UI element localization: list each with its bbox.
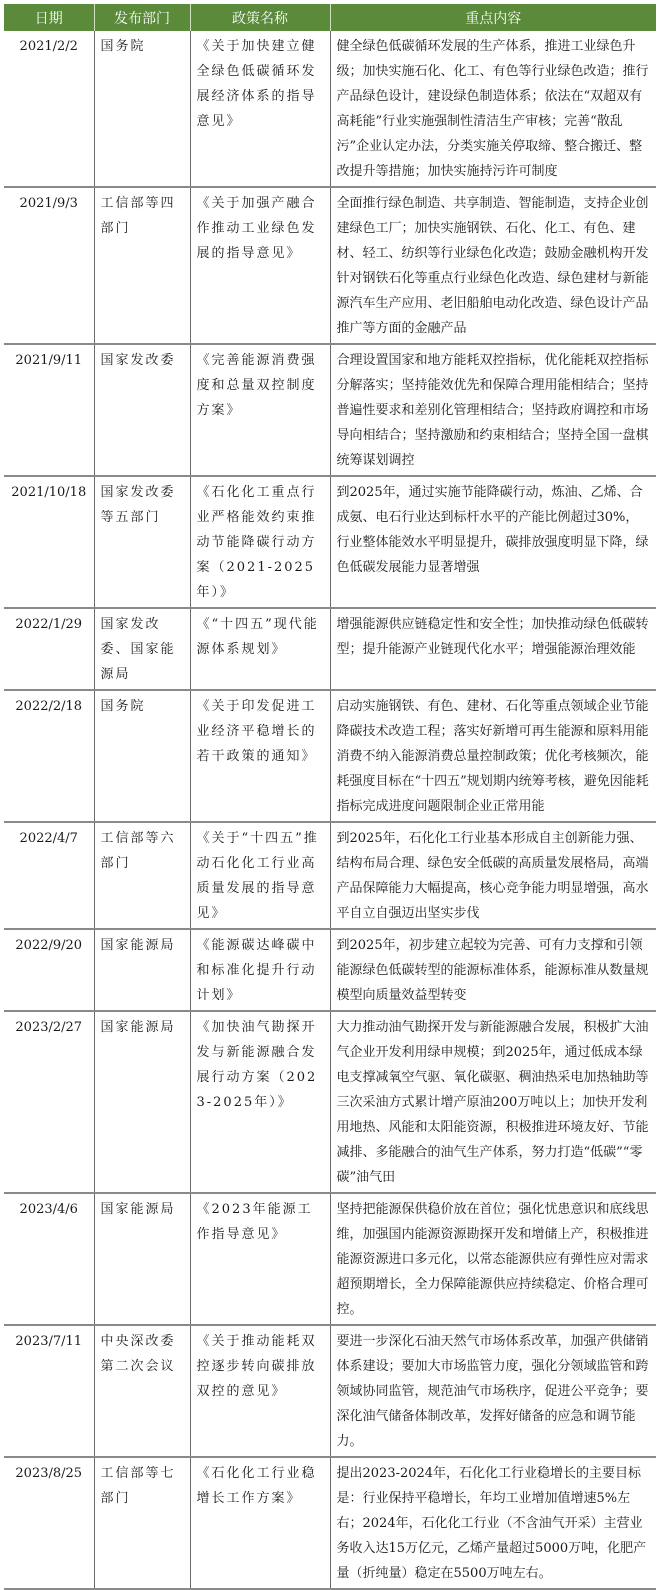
header-department: 发布部门 <box>94 4 190 31</box>
cell-department: 国务院 <box>94 690 190 822</box>
cell-policy-name: 《关于“十四五”推动石化化工行业高质量发展的指导意见》 <box>190 822 330 929</box>
cell-policy-name: 《石化化工重点行业严格能效约束推动节能降碳行动方案（2021-2025年）》 <box>190 476 330 608</box>
table-header-row <box>4 4 656 31</box>
header-date: 日期 <box>4 4 94 31</box>
cell-date: 2023/4/6 <box>4 1193 94 1325</box>
cell-key-content: 到2025年，石化化工行业基本形成自主创新能力强、结构布局合理、绿色安全低碳的高质量发展格局，高端产品保障能力大幅提高，核心竞争能力明显增强，高水平自立自强迈出坚实步伐 <box>330 822 656 929</box>
policy-table <box>4 4 656 1590</box>
cell-key-content: 要进一步深化石油天然气市场体系改革，加强产供储销体系建设；要加大市场监管力度，强化分领域监管和跨领域协同监管，规范油气市场秩序，促进公平竞争；要深化油气储备体制改革，发挥好储备的应急和调节能力。 <box>330 1325 656 1457</box>
cell-key-content: 全面推行绿色制造、共享制造、智能制造，支持企业创建绿色工厂；加快实施钢铁、石化、化工、有色、建材、轻工、纺织等行业绿色化改造；鼓励金融机构开发针对钢铁石化等重点行业绿色化改造、绿色建材与新能源汽车生产应用、老旧船舶电动化改造、绿色设计产品推广等方面的金融产品 <box>330 187 656 344</box>
table-row <box>4 822 656 929</box>
cell-department: 国家发改委、国家能源局 <box>94 608 190 690</box>
cell-department: 国家能源局 <box>94 929 190 1011</box>
cell-date: 2022/1/29 <box>4 608 94 690</box>
cell-department: 国家发改委 <box>94 344 190 476</box>
cell-date: 2021/2/2 <box>4 31 94 187</box>
cell-date: 2022/4/7 <box>4 822 94 929</box>
cell-policy-name: 《加快油气勘探开发与新能源融合发展行动方案（2023-2025年）》 <box>190 1011 330 1193</box>
cell-key-content: 合理设置国家和地方能耗双控指标，优化能耗双控指标分解落实；坚持能效优先和保障合理用能相结合；坚持普遍性要求和差别化管理相结合；坚持政府调控和市场导向相结合；坚持激励和约束相结合；坚持全国一盘棋统筹谋划调控 <box>330 344 656 476</box>
table-body <box>4 31 656 1589</box>
cell-key-content: 健全绿色低碳循环发展的生产体系，推进工业绿色升级；加快实施石化、化工、有色等行业绿色改造；推行产品绿色设计，建设绿色制造体系；依法在“双超双有高耗能”行业实施强制性清洁生产审核；完善“散乱污”企业认定办法，分类实施关停取缔、整合搬迁、整改提升等措施；加快实施持污许可制度 <box>330 31 656 187</box>
cell-department: 工信部等六部门 <box>94 822 190 929</box>
cell-date: 2023/7/11 <box>4 1325 94 1457</box>
cell-date: 2022/2/18 <box>4 690 94 822</box>
table-row <box>4 690 656 822</box>
cell-key-content: 增强能源供应链稳定性和安全性；加快推动绿色低碳转型；提升能源产业链现代化水平；增强能源治理效能 <box>330 608 656 690</box>
cell-date: 2021/9/11 <box>4 344 94 476</box>
cell-policy-name: 《关于加快建立健全绿色低碳循环发展经济体系的指导意见》 <box>190 31 330 187</box>
cell-date: 2023/8/25 <box>4 1457 94 1589</box>
cell-key-content: 大力推动油气勘探开发与新能源融合发展，积极扩大油气企业开发利用绿申规模；到2025年，通过低成本绿电支撑减氧空气驱、氧化碳驱、稠油热采电加热轴助等三次采油方式累计增产原油200万吨以上；加快开发利用地热、风能和太阳能资源，积极推进环境友好、节能减排、多能融合的油气生产体系，努力打造“低碳”“零碳”油气田 <box>330 1011 656 1193</box>
table-row <box>4 1325 656 1457</box>
cell-policy-name: 《关于推动能耗双控逐步转向碳排放双控的意见》 <box>190 1325 330 1457</box>
cell-policy-name: 《完善能源消费强度和总量双控制度方案》 <box>190 344 330 476</box>
cell-key-content: 提出2023-2024年，石化化工行业稳增长的主要目标是：行业保持平稳增长，年均工业增加值增速5%左右；2024年，石化化工行业（不含油气开采）主营业务收入达15万亿元，乙烯产量超过5000万吨，化肥产量（折纯量）稳定在5500万吨左右。 <box>330 1457 656 1589</box>
cell-key-content: 到2025年，初步建立起较为完善、可有力支撑和引领能源绿色低碳转型的能源标准体系，能源标准从数量规模型向质量效益型转变 <box>330 929 656 1011</box>
cell-department: 国务院 <box>94 31 190 187</box>
cell-department: 工信部等四部门 <box>94 187 190 344</box>
cell-department: 国家能源局 <box>94 1193 190 1325</box>
cell-policy-name: 《2023年能源工作指导意见》 <box>190 1193 330 1325</box>
cell-key-content: 坚持把能源保供稳价放在首位；强化忧患意识和底线思维，加强国内能源资源勘探开发和增储上产，积极推进能源资源进口多元化，以常态能源供应有弹性应对需求超预期增长，全力保障能源供应持续稳定、价格合理可控。 <box>330 1193 656 1325</box>
cell-date: 2023/2/27 <box>4 1011 94 1193</box>
cell-department: 中央深改委第二次会议 <box>94 1325 190 1457</box>
table-row <box>4 187 656 344</box>
cell-key-content: 到2025年，通过实施节能降碳行动，炼油、乙烯、合成氨、电石行业达到标杆水平的产能比例超过30%，行业整体能效水平明显提升，碳排放强度明显下降，绿色低碳发展能力显著增强 <box>330 476 656 608</box>
cell-department: 工信部等七部门 <box>94 1457 190 1589</box>
table-row <box>4 608 656 690</box>
cell-policy-name: 《“十四五”现代能源体系规划》 <box>190 608 330 690</box>
cell-department: 国家能源局 <box>94 1011 190 1193</box>
table-row <box>4 1457 656 1589</box>
cell-key-content: 启动实施钢铁、有色、建材、石化等重点领域企业节能降碳技术改造工程；落实好新增可再生能源和原料用能消费不纳入能源消费总量控制政策；优化考核频次，能耗强度目标在“十四五”规划期内统筹考核，避免因能耗指标完成进度问题限制企业正常用能 <box>330 690 656 822</box>
table-row <box>4 929 656 1011</box>
cell-date: 2022/9/20 <box>4 929 94 1011</box>
cell-department: 国家发改委等五部门 <box>94 476 190 608</box>
table-row <box>4 344 656 476</box>
cell-policy-name: 《能源碳达峰碳中和标准化提升行动计划》 <box>190 929 330 1011</box>
table-row <box>4 1011 656 1193</box>
table-row <box>4 31 656 187</box>
cell-date: 2021/9/3 <box>4 187 94 344</box>
header-policy-name: 政策名称 <box>190 4 330 31</box>
table-row <box>4 476 656 608</box>
table-row <box>4 1193 656 1325</box>
cell-policy-name: 《关于印发促进工业经济平稳增长的若干政策的通知》 <box>190 690 330 822</box>
cell-date: 2021/10/18 <box>4 476 94 608</box>
cell-policy-name: 《关于加强产融合作推动工业绿色发展的指导意见》 <box>190 187 330 344</box>
cell-policy-name: 《石化化工行业稳增长工作方案》 <box>190 1457 330 1589</box>
header-key-content: 重点内容 <box>330 4 656 31</box>
